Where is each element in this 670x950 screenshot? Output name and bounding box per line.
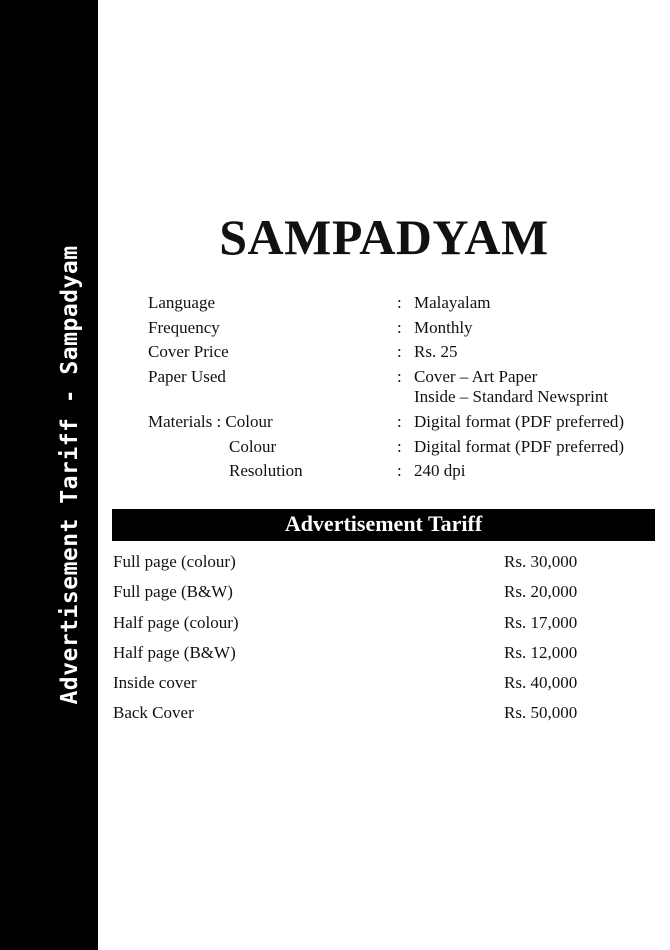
tariff-item: Back Cover — [113, 703, 194, 723]
spec-label: Colour — [229, 436, 277, 456]
tariff-item: Half page (colour) — [113, 612, 239, 632]
spec-label: Paper Used — [148, 367, 226, 387]
spec-value — [414, 367, 608, 407]
page-title: SAMPADYAM — [219, 209, 549, 265]
spec-colon: : — [397, 367, 402, 387]
spec-colon: : — [397, 436, 402, 456]
tariff-list — [113, 552, 613, 734]
tariff-price: Rs. 50,000 — [504, 703, 578, 723]
tariff-row — [113, 673, 613, 703]
spec-value-line: Rs. 25 — [414, 342, 458, 362]
spec-colon: : — [397, 342, 402, 362]
tariff-row — [113, 643, 613, 673]
spec-value-line: Cover – Art Paper — [414, 367, 538, 387]
spec-value-line: Digital format (PDF preferred) — [414, 412, 625, 432]
tariff-price: Rs. 30,000 — [504, 552, 578, 571]
spec-value-line: Monthly — [414, 317, 473, 337]
tariff-row — [113, 582, 613, 612]
tariff-price: Rs. 12,000 — [504, 642, 578, 662]
tariff-item: Half page (B&W) — [113, 642, 236, 662]
spec-value-line: Digital format (PDF preferred) — [414, 436, 625, 456]
tariff-row — [113, 552, 613, 582]
spec-label: Resolution — [229, 461, 303, 481]
spec-label: Materials : Colour — [148, 412, 273, 432]
tariff-price: Rs. 17,000 — [504, 612, 578, 632]
tariff-row — [113, 613, 613, 643]
spec-value — [414, 318, 473, 338]
spec-colon: : — [397, 317, 402, 337]
spec-value — [414, 342, 457, 362]
spec-colon: : — [397, 461, 402, 481]
spec-label: Frequency — [148, 317, 220, 337]
spec-value-line: 240 dpi — [414, 461, 466, 481]
spec-label: Cover Price — [148, 342, 229, 362]
sidebar — [0, 0, 98, 950]
spec-value-line: Inside – Standard Newsprint — [414, 387, 609, 407]
spec-colon: : — [397, 293, 402, 312]
tariff-item: Full page (colour) — [113, 552, 236, 571]
tariff-heading: Advertisement Tariff — [112, 509, 655, 541]
spec-value — [414, 461, 465, 481]
spec-value-line: Malayalam — [414, 293, 491, 312]
spec-value — [414, 412, 624, 432]
spec-value — [414, 437, 624, 457]
sidebar-vertical-title: Advertisement Tariff - Sampadyam — [57, 245, 83, 705]
tariff-row — [113, 703, 613, 733]
spec-value — [414, 293, 490, 313]
tariff-item: Inside cover — [113, 673, 197, 693]
spec-colon: : — [397, 412, 402, 432]
tariff-price: Rs. 40,000 — [504, 673, 578, 693]
spec-label: Language — [148, 293, 216, 312]
tariff-item: Full page (B&W) — [113, 582, 233, 602]
tariff-price: Rs. 20,000 — [504, 582, 578, 602]
